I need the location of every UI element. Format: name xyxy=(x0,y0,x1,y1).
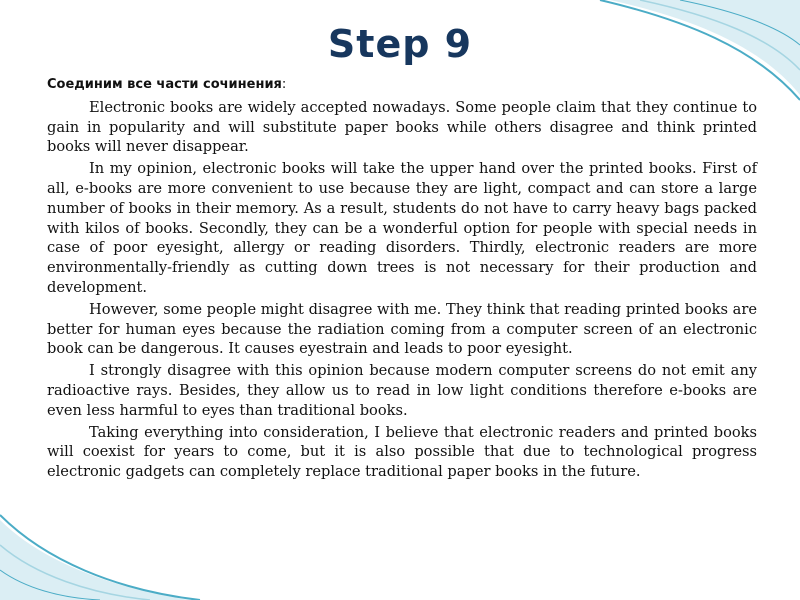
intro-line xyxy=(47,75,757,95)
slide-title: Step 9 xyxy=(327,22,473,66)
paragraph-counterargument: I strongly disagree with this opinion because modern computer screens do not emit any radioactive rays. Besides, they allow us to read in low light conditions therefore e-books are even less harmful to eyes than traditional books. xyxy=(47,362,757,419)
bottom-left-wave-fill xyxy=(0,520,190,600)
paragraph-conclusion: Taking everything into consideration, I believe that electronic readers and printed books will coexist for years to come, but it is also possible that due to technological progress electronic gadgets can completely replace traditional paper books in the future. xyxy=(47,423,757,481)
intro-text: Соединим все части сочинения xyxy=(47,77,282,92)
intro-colon: : xyxy=(281,77,287,92)
essay-body xyxy=(47,75,757,484)
paragraph-introduction: Electronic books are widely accepted nowadays. Some people claim that they continue to gain in popularity and will substitute paper books while others disagree and think printed books will never disappear. xyxy=(47,98,757,156)
paragraph-opposing-view: However, some people might disagree with me. They think that reading printed books are better for human eyes because the radiation coming from a computer screen of an electronic book can be dangerous. It causes eyestrain and leads to poor eyesight. xyxy=(47,300,757,358)
paragraph-opinion: In my opinion, electronic books will take the upper hand over the printed books. First of all, e-books are more convenient to use because they are light, compact and can store a large number of books in their memory. As a result, students do not have to carry heavy bags packed with kilos of books. Secondly, they can be a wonderful option for people with special needs in case of poor eyesight, allergy or reading disorders. Thirdly, electronic readers are more environmentally-friendly as cutting down trees is not necessary for their production and development. xyxy=(47,160,757,296)
